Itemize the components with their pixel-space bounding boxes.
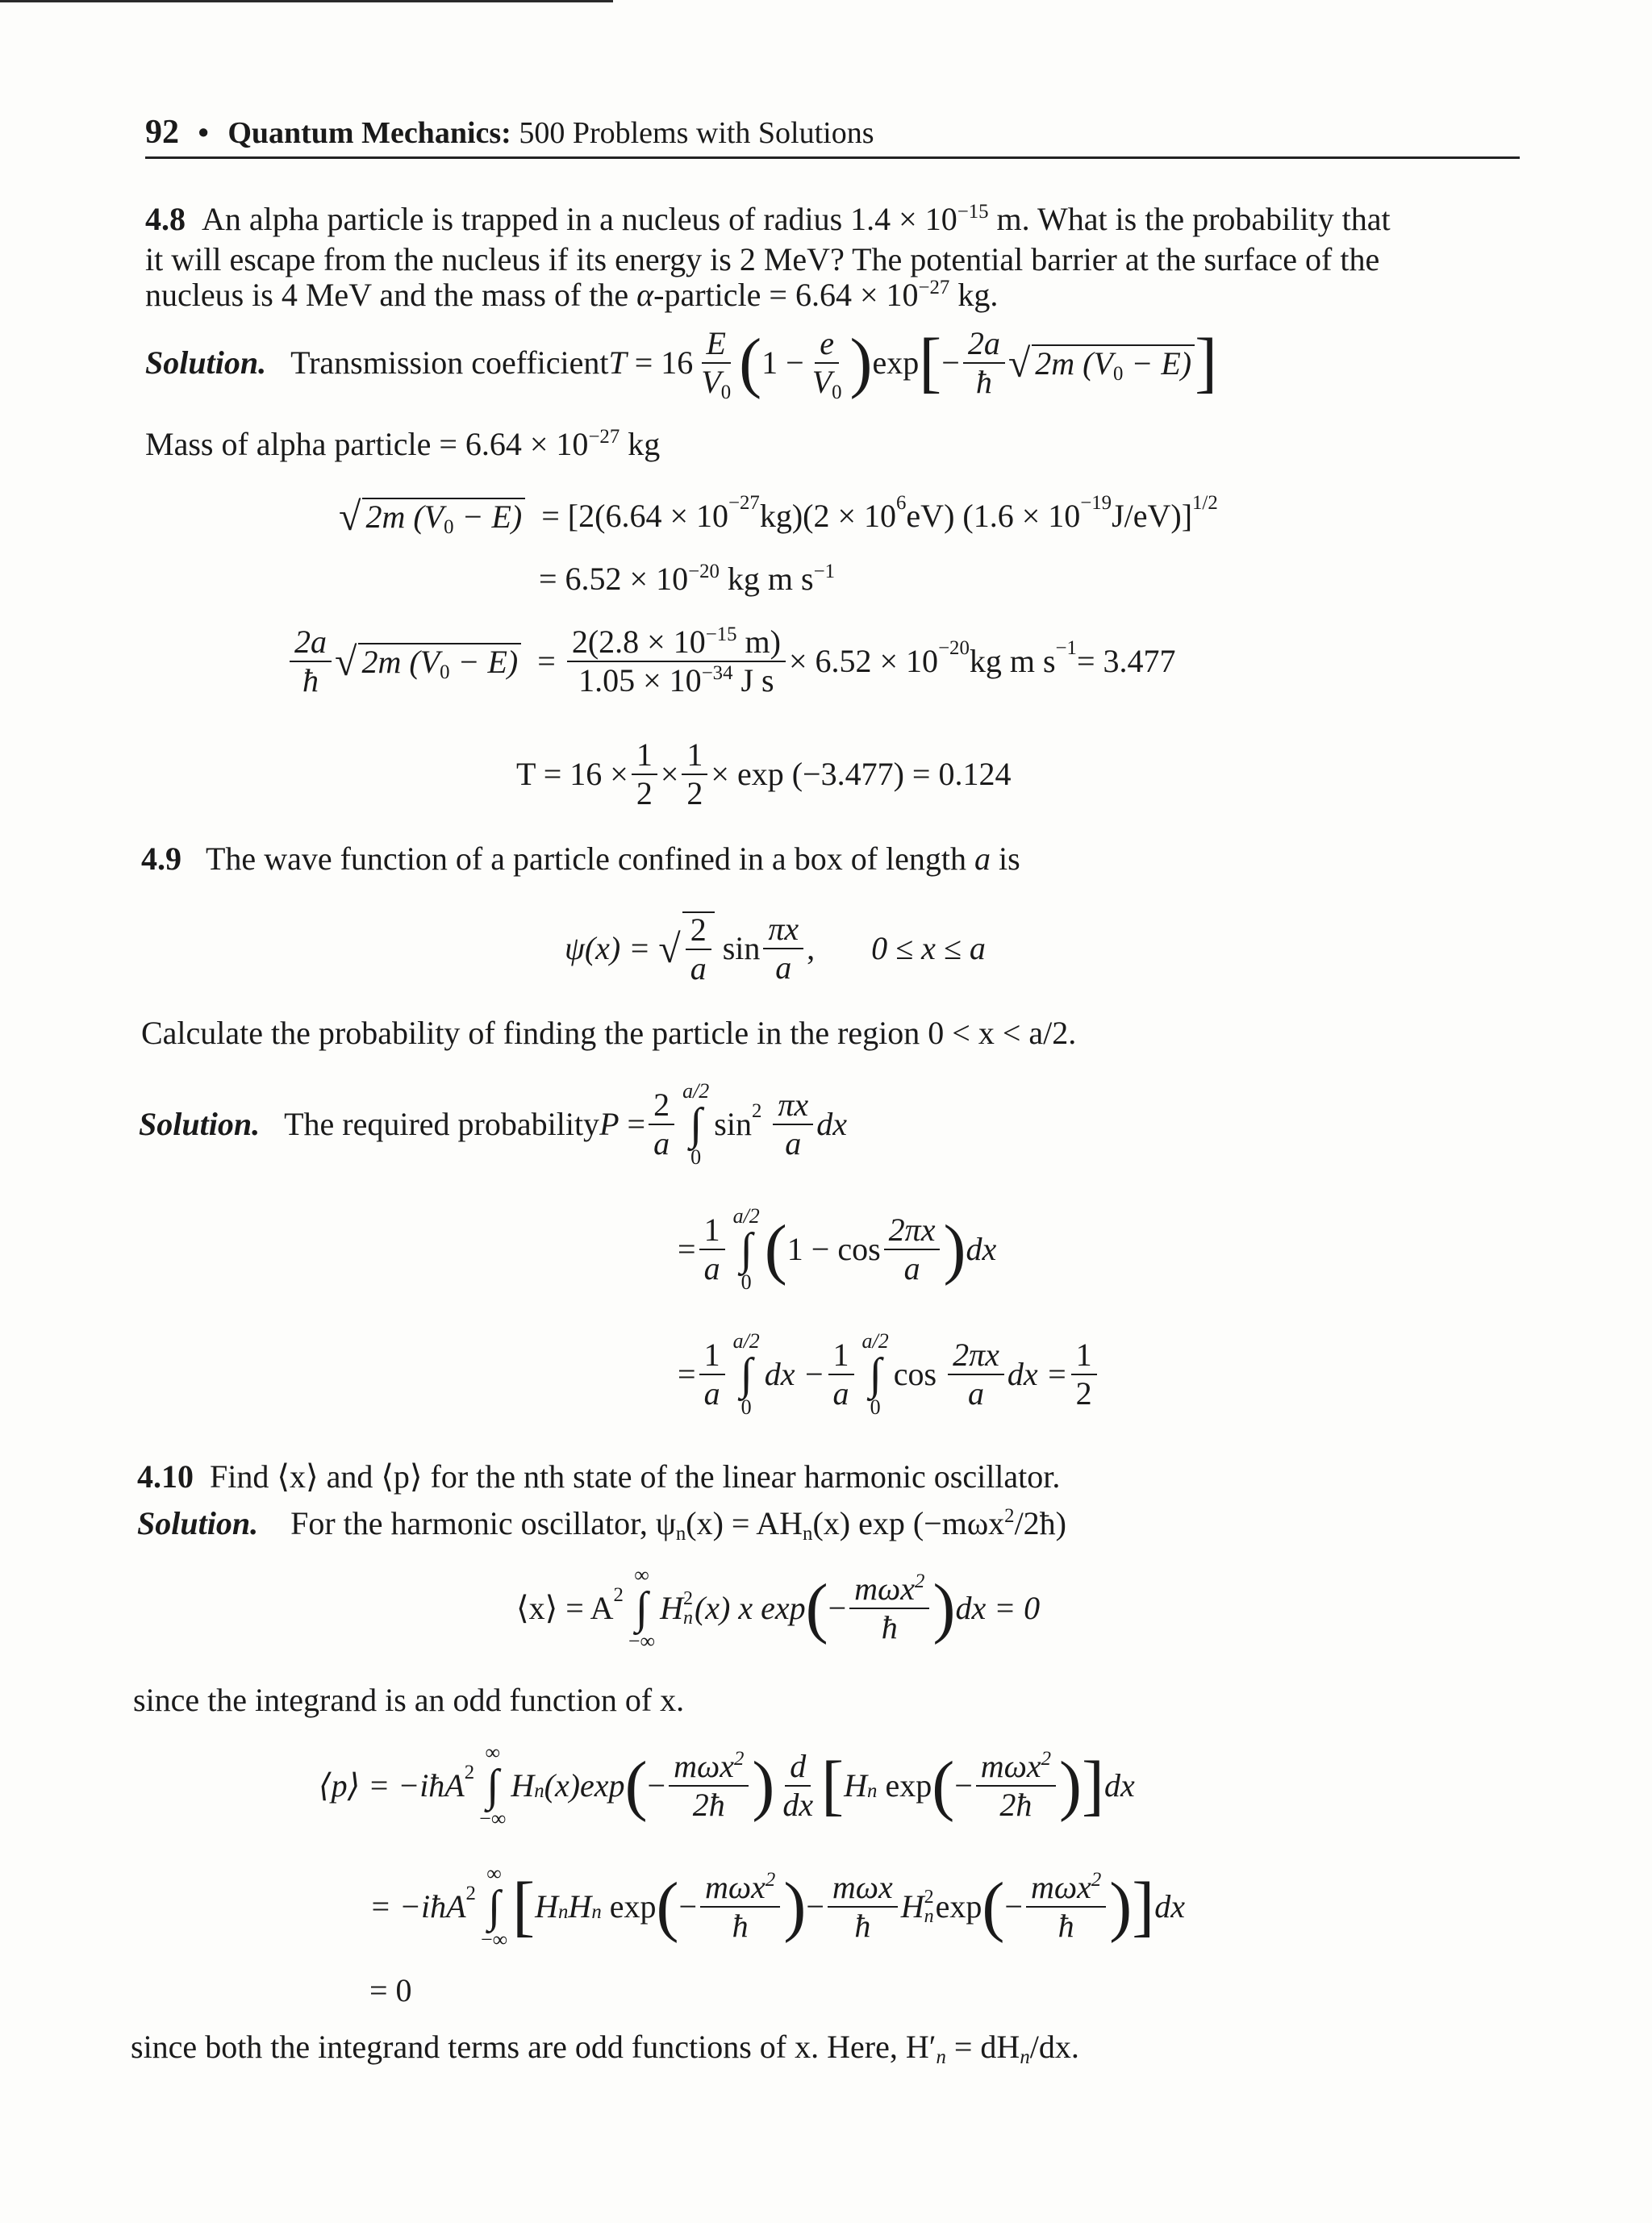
num: 2(2.8 × 10 [571, 624, 706, 660]
upper-limit: ∞ [486, 1862, 502, 1885]
den: a [832, 1375, 849, 1412]
eq: = [678, 1356, 696, 1392]
text: is [991, 840, 1020, 877]
integral-sign: ∫ [869, 1349, 882, 1399]
fraction-2-a [649, 1088, 674, 1161]
fraction-mwx-hbar [828, 1871, 898, 1943]
integral [733, 1331, 760, 1418]
wavefunction-eq [565, 911, 986, 986]
exponent: −27 [728, 492, 760, 515]
lhs: ⟨x⟩ = A [516, 1590, 614, 1626]
text: × exp (−3.477) = 0.124 [711, 756, 1012, 792]
fraction-mwx2-hbar [849, 1572, 929, 1645]
num: mωx [705, 1869, 766, 1905]
book-title-rest: 500 Problems with Solutions [519, 116, 874, 150]
num: 1 [699, 1213, 725, 1250]
lower-limit: −∞ [479, 1807, 507, 1830]
text-line: it will escape from the nucleus if its energy is 2 MeV? The potential barrier at the surface of the [145, 241, 1380, 277]
subscript: n [867, 1779, 878, 1802]
exponent: 2 [1091, 1868, 1102, 1891]
sqrt-sign: √ [335, 639, 357, 684]
integral [479, 1742, 506, 1829]
solution-label: Solution. [145, 344, 267, 381]
text: nucleus is 4 MeV and the mass of the [145, 277, 637, 313]
problem-4-8-statement [145, 202, 1520, 318]
odd-function-note: since the integrand is an odd function of x. [133, 1682, 685, 1718]
den: a [703, 1375, 720, 1412]
sqrt-body: 2m (V [365, 498, 444, 535]
probability-eq-1 [139, 1081, 847, 1168]
num: m) [736, 624, 781, 660]
upper-limit: a/2 [861, 1329, 889, 1353]
lhs: ⟨p⟩ = −iħA [319, 1767, 465, 1804]
integral [628, 1565, 655, 1652]
exponent: −34 [701, 661, 733, 684]
fraction-2a-hbar [963, 327, 1005, 399]
exponent: 2 [924, 1887, 934, 1908]
text: (x) x exp [694, 1590, 806, 1626]
minus: − [806, 1888, 824, 1925]
subscript: n [924, 1906, 934, 1927]
subscript: n [558, 1900, 569, 1923]
den: ħ [881, 1609, 898, 1645]
fraction-radius-hbar [567, 625, 786, 698]
sqrt-sign: √ [658, 926, 681, 971]
mass-line [145, 426, 660, 463]
den: a [785, 1125, 802, 1162]
lower-limit: −∞ [480, 1928, 508, 1951]
den: ħ [1058, 1908, 1074, 1944]
num: d [785, 1750, 811, 1787]
eq: = [678, 1231, 696, 1267]
exponent: 2 [464, 1762, 475, 1784]
fraction-pix-a [773, 1088, 813, 1161]
H: H [511, 1767, 535, 1804]
text: kg [620, 426, 661, 462]
minus: − [678, 1888, 698, 1925]
paren-open: ( [739, 325, 762, 401]
den: 2 [686, 775, 703, 811]
num: 1 [632, 738, 657, 775]
text: since both the integrand terms are odd functions of x. Here, H′ [131, 2029, 937, 2065]
den: 2ħ [692, 1787, 725, 1823]
bracket-open: [ [821, 1748, 845, 1824]
solution-label: Solution. [137, 1505, 259, 1541]
num: e [815, 327, 839, 364]
text: 1 − [761, 344, 804, 381]
sqrt-body: 2m (V [1035, 345, 1113, 382]
exponent: 2 [613, 1584, 624, 1607]
upper-limit: ∞ [634, 1563, 649, 1587]
paren-close: ) [752, 1748, 775, 1824]
paren-close: ) [1059, 1748, 1083, 1824]
subscript: n [675, 1522, 686, 1545]
exponent: 2 [751, 1100, 762, 1123]
text: Mass of alpha particle = 6.64 × 10 [145, 426, 589, 462]
fraction-half [1071, 1338, 1097, 1411]
text: Find ⟨x⟩ and ⟨p⟩ for the nth state of the linear harmonic oscillator. [210, 1458, 1061, 1495]
header-bullet: • [198, 116, 209, 150]
fraction-mwx2-hbar [700, 1868, 780, 1944]
upper-limit: a/2 [732, 1204, 760, 1228]
exponent: 2 [915, 1570, 925, 1592]
H: H [844, 1767, 868, 1804]
bracket-open: [ [512, 1869, 536, 1945]
den: ħ [302, 662, 319, 699]
subscript: 0 [1112, 362, 1124, 385]
probability-eq-3 [678, 1331, 1100, 1418]
num: 2a [290, 625, 332, 662]
den: a [653, 1125, 670, 1162]
fraction-mwx2-2hbar [976, 1747, 1056, 1823]
paren-close: ) [943, 1212, 966, 1287]
den: a [690, 950, 707, 986]
integral [682, 1081, 709, 1168]
num: 1 [828, 1338, 854, 1375]
problem-number: 4.10 [137, 1458, 194, 1495]
text: /dx. [1029, 2029, 1079, 2065]
sin: sin [722, 930, 761, 966]
problem-4-10-statement [137, 1458, 1060, 1495]
sin: sin [714, 1106, 752, 1142]
integral [481, 1863, 507, 1950]
text: × 6.52 × 10 [788, 643, 939, 679]
exponent: −20 [688, 560, 720, 582]
den: a [703, 1250, 720, 1287]
num: mωx [828, 1871, 898, 1908]
den: 2 [636, 775, 653, 811]
text: kg)(2 × 10 [759, 498, 897, 534]
calc-value-line [539, 561, 835, 598]
num: 2πx [884, 1213, 941, 1250]
lower-limit: 0 [740, 1270, 752, 1294]
paren-close: ) [849, 325, 873, 401]
subscript: n [682, 1608, 693, 1629]
H: H [568, 1888, 592, 1925]
dx-minus: dx − [764, 1356, 825, 1392]
integral-sign: ∫ [740, 1349, 753, 1399]
transmission-coefficient-eq [145, 325, 1218, 403]
dx: dx [966, 1231, 997, 1267]
result-zero: = 0 [369, 1972, 412, 2008]
den: ħ [975, 364, 992, 400]
lower-limit: −∞ [628, 1629, 656, 1653]
num: 1 [1071, 1338, 1097, 1375]
text: /2ħ) [1014, 1505, 1066, 1541]
den: a [968, 1375, 984, 1412]
num: mωx [1030, 1869, 1091, 1905]
fraction-E-V0 [696, 325, 736, 403]
H: H [535, 1888, 559, 1925]
scan-edge-line [0, 0, 613, 2]
text: Transmission coefficient [290, 344, 609, 381]
H: H [900, 1888, 924, 1925]
page-number: 92 [145, 114, 179, 151]
minus: − [941, 344, 960, 381]
paren-close: ) [783, 1869, 807, 1945]
den: ħ [854, 1908, 871, 1944]
den: dx [782, 1787, 814, 1823]
den: 2ħ [999, 1787, 1032, 1823]
sqrt-sign: √ [339, 494, 361, 539]
den: ħ [732, 1908, 749, 1944]
text: kg m s [969, 643, 1056, 679]
minus: − [954, 1767, 973, 1804]
subscript: n [803, 1522, 813, 1545]
paren-close: ) [1109, 1869, 1133, 1945]
H: H [660, 1590, 683, 1626]
dx-zero: dx = 0 [955, 1590, 1041, 1626]
upper-limit: a/2 [682, 1079, 710, 1103]
fraction-pix-a [763, 912, 803, 985]
text: J/eV)] [1112, 498, 1193, 534]
num: 2 [686, 913, 711, 950]
text: = 3.477 [1076, 643, 1176, 679]
num: mωx [854, 1570, 916, 1607]
minus: − [647, 1767, 666, 1804]
dx-eq: dx = [1007, 1356, 1068, 1392]
psi-lhs: ψ(x) = [565, 930, 651, 966]
lhs: = −iħA [369, 1888, 466, 1925]
sqrt-tail: − E) [449, 644, 519, 680]
var: a [974, 840, 991, 877]
integral-sign: ∫ [635, 1583, 649, 1633]
subscript: 0 [720, 381, 732, 403]
text: kg m s [719, 561, 814, 597]
minus: − [1004, 1888, 1023, 1925]
text: (x) exp (−mωx [812, 1505, 1005, 1541]
exponent: −20 [938, 637, 970, 660]
text: The required probability [284, 1106, 600, 1142]
comma: , [807, 930, 816, 966]
integral [733, 1206, 760, 1293]
times: × [660, 756, 679, 792]
num: 2πx [948, 1338, 1004, 1375]
fraction-mwx2-2hbar [669, 1747, 749, 1823]
num: 1 [699, 1338, 725, 1375]
paren-open: ( [805, 1570, 828, 1646]
sqrt-tail: − E) [453, 498, 523, 535]
sqrt-body: 2m (V [361, 644, 440, 680]
subscript: 0 [832, 381, 842, 403]
text: = 16 [634, 344, 694, 381]
dx: dx [1154, 1888, 1185, 1925]
subscript: n [534, 1779, 544, 1802]
final-remark [131, 2029, 1079, 2066]
paren-open: ( [624, 1748, 648, 1824]
calc-sqrt-line [339, 492, 1218, 539]
exponent: −1 [813, 560, 835, 582]
paren-open: ( [982, 1869, 1005, 1945]
upper-limit: a/2 [732, 1329, 760, 1353]
range: 0 ≤ x ≤ a [871, 930, 986, 966]
exponent: −27 [588, 425, 620, 448]
num: 2 [649, 1088, 674, 1125]
exponent: 1/2 [1192, 492, 1218, 515]
subscript: n [591, 1900, 602, 1923]
lower-limit: 0 [740, 1395, 752, 1419]
num: πx [773, 1088, 813, 1125]
text: = dH [945, 2029, 1020, 2065]
num: E [702, 327, 731, 364]
den: 2 [1075, 1375, 1092, 1412]
integral [862, 1331, 889, 1418]
fraction-1-a [828, 1338, 854, 1411]
fraction-2-a [686, 913, 711, 986]
dx: dx [1104, 1767, 1135, 1804]
subscript: 0 [444, 515, 454, 538]
fraction-mwx2-hbar [1026, 1868, 1106, 1944]
lower-limit: 0 [870, 1395, 881, 1419]
exp: exp [872, 344, 920, 381]
problem-4-9-question: Calculate the probability of finding the particle in the region 0 < x < a/2. [141, 1015, 1077, 1051]
exponent: 2 [465, 1883, 476, 1905]
exponent: −27 [918, 276, 950, 298]
dx: dx [816, 1106, 847, 1142]
exponent: −15 [957, 200, 989, 223]
text: (x)exp [544, 1767, 625, 1804]
num: πx [763, 912, 803, 949]
num: mωx [674, 1748, 734, 1784]
bracket-close: ] [1195, 325, 1218, 401]
text: T = 16 × [516, 756, 628, 792]
exponent: −15 [705, 623, 737, 645]
integral-sign: ∫ [690, 1099, 703, 1149]
text: = [2(6.64 × 10 [541, 498, 729, 534]
subscript: n [1020, 2046, 1030, 2068]
text: (x) = AH [686, 1505, 803, 1541]
exp: exp [609, 1888, 657, 1925]
text: An alpha particle is trapped in a nucleus of radius 1.4 × 10 [202, 201, 957, 237]
text: 1 − cos [786, 1231, 881, 1267]
den: a [775, 949, 792, 986]
paren-open: ( [656, 1869, 679, 1945]
den: V [701, 364, 721, 400]
exponent: 2 [765, 1868, 776, 1891]
running-header [145, 113, 1520, 159]
den: 1.05 × 10 [578, 662, 702, 699]
expectation-p-line2 [369, 1863, 1185, 1950]
text: The wave function of a particle confined in a box of length [206, 840, 974, 877]
fraction-half [632, 738, 657, 811]
fraction-2pix-a [948, 1338, 1004, 1411]
probability-eq-2 [678, 1206, 996, 1293]
exponent: 6 [896, 492, 907, 515]
problem-4-9-statement [141, 840, 1020, 878]
bracket-open: [ [919, 325, 942, 401]
den: a [903, 1250, 920, 1287]
sqrt-sign: √ [1007, 340, 1031, 386]
sqrt-tail: − E) [1123, 345, 1192, 382]
fraction-2pix-a [884, 1213, 941, 1286]
text: kg. [949, 277, 999, 313]
var-T: T [608, 344, 627, 381]
subscript: 0 [440, 661, 450, 683]
exponent: 2 [734, 1747, 745, 1770]
fraction-half [682, 738, 707, 811]
exponent: −1 [1055, 637, 1077, 660]
upper-limit: ∞ [485, 1741, 501, 1764]
exponent: 2 [1004, 1504, 1015, 1527]
problem-number: 4.8 [145, 201, 186, 237]
exponent: −19 [1080, 492, 1112, 515]
den: V [811, 364, 832, 400]
num: 2a [963, 327, 1005, 364]
text: -particle = 6.64 × 10 [653, 277, 919, 313]
paren-close: ) [932, 1570, 956, 1646]
integral-sign: ∫ [486, 1761, 499, 1811]
exp: exp [935, 1888, 982, 1925]
text: For the harmonic oscillator, ψ [290, 1505, 676, 1541]
integral-sign: ∫ [487, 1882, 501, 1932]
expectation-p-eq [319, 1742, 1135, 1829]
fraction-1-a [699, 1213, 725, 1286]
lower-limit: 0 [690, 1145, 702, 1169]
cos: cos [893, 1356, 937, 1392]
problem-4-10-solution-line [137, 1504, 1066, 1545]
text: = 6.52 × 10 [539, 561, 689, 597]
alpha-symbol: α [636, 277, 654, 313]
fraction-e-V0 [807, 325, 847, 403]
calc-exponent-line: $\frac{2a}{ħ}$ √ 2m $(V_0 - E)$ = $\frac{2(2.8 \times 10^{-15} m)}{1.05 \times 10^{-34} J s}$ × 6.52 × 10 $^{-20}$ kg m s $^{-1}$ = 3.477 [286, 625, 1176, 698]
den: J s [732, 662, 774, 699]
bracket-close: ] [1082, 1748, 1105, 1824]
T-final-line [516, 738, 1011, 811]
solution-label: Solution. [139, 1106, 261, 1142]
fraction-d-dx [778, 1750, 818, 1822]
text: eV) (1.6 × 10 [906, 498, 1081, 534]
fraction-2a-hbar [290, 625, 332, 698]
subscript: n [936, 2046, 946, 2068]
exponent: 2 [1041, 1747, 1052, 1770]
bracket-close: ] [1132, 1869, 1155, 1945]
integral-sign: ∫ [740, 1224, 753, 1274]
minus: − [828, 1590, 847, 1626]
paren-open: ( [932, 1748, 955, 1824]
num: 1 [682, 738, 707, 775]
exp: exp [885, 1767, 932, 1804]
paren-open: ( [764, 1212, 787, 1287]
var-P: P [599, 1106, 620, 1142]
exponent: 2 [682, 1588, 693, 1609]
num: mωx [980, 1748, 1041, 1784]
eq: = [627, 1106, 646, 1142]
text: m. What is the probability that [988, 201, 1391, 237]
expectation-x-eq [516, 1565, 1040, 1652]
fraction-1-a [699, 1338, 725, 1411]
problem-number: 4.9 [141, 840, 181, 877]
book-title-bold: Quantum Mechanics: [227, 116, 511, 150]
